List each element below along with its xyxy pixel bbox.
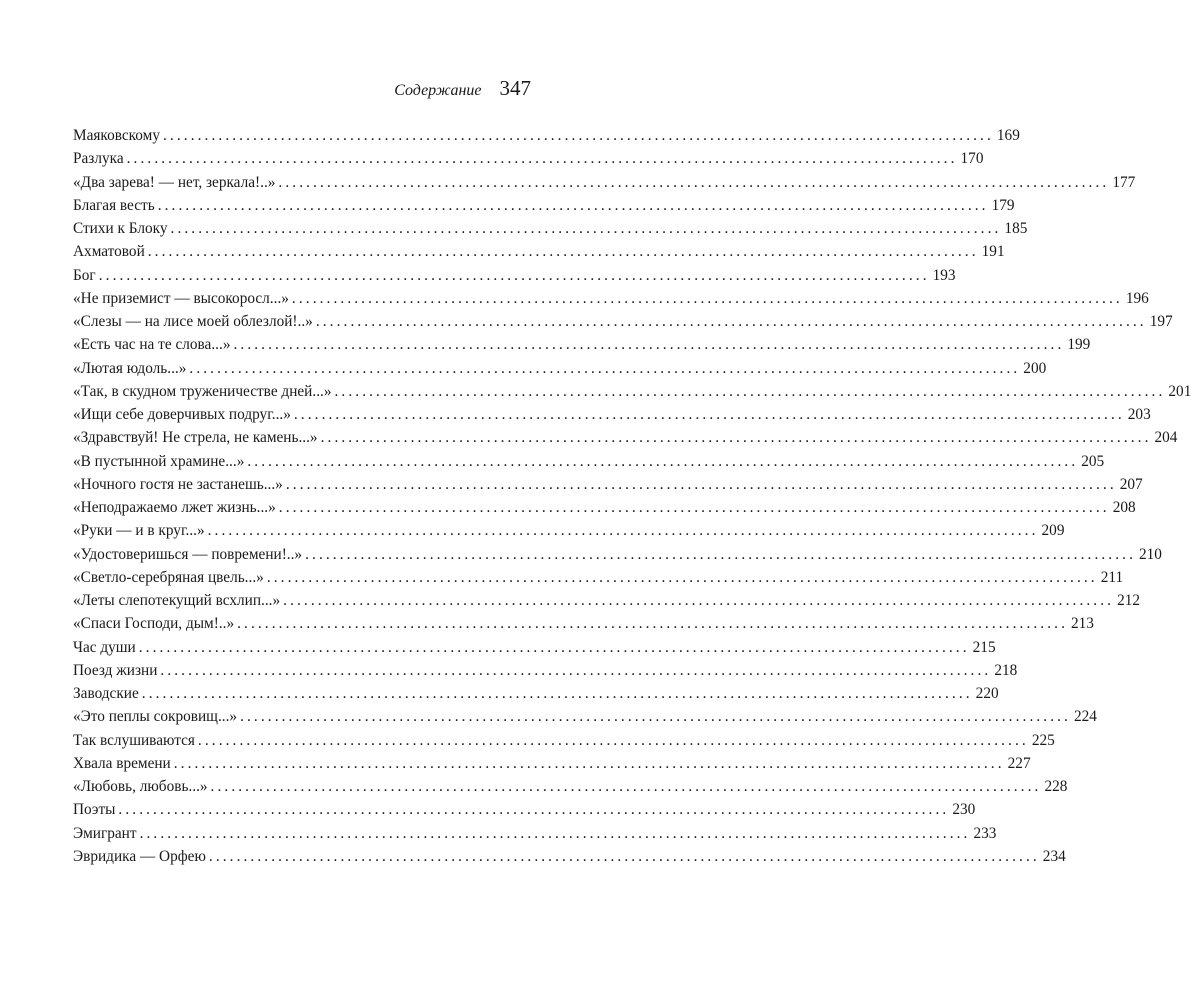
toc-entry-page: 196 (1125, 289, 1149, 307)
toc-entry-title: «Так, в скудном труженичестве дней...» (73, 382, 332, 400)
toc-entry[interactable] (73, 705, 1097, 728)
toc-entry-page: 230 (952, 801, 976, 819)
toc-entry[interactable] (73, 519, 1065, 542)
toc-entry-page: 200 (1023, 359, 1047, 377)
toc-entry-page: 210 (1139, 545, 1162, 563)
table-of-contents (73, 124, 1191, 868)
toc-entry[interactable] (73, 729, 1055, 752)
toc-entry-page: 205 (1081, 452, 1105, 470)
dot-leader: ........................................................................................................................ (126, 150, 958, 168)
toc-entry-title: «Ищи себе доверчивых подруг...» (73, 406, 291, 423)
dot-leader: ........................................................................................................................ (233, 336, 1065, 354)
toc-entry-title: Благая весть (73, 196, 155, 214)
toc-entry-title: «Леты слепотекущий всхлип...» (73, 592, 281, 609)
toc-entry-page: 207 (1119, 475, 1143, 493)
toc-entry-page: 203 (1127, 406, 1151, 423)
toc-entry-title: «Здравствуй! Не стрела, не камень...» (73, 429, 318, 447)
toc-entry[interactable] (73, 659, 1018, 682)
dot-leader: ........................................................................................................................ (118, 801, 950, 819)
dot-leader: ........................................................................................................................ (278, 173, 1110, 191)
toc-entry-page: 225 (1031, 731, 1055, 749)
dot-leader: ........................................................................................................................ (247, 452, 1079, 470)
toc-entry-title: «Лютая юдоль...» (73, 359, 187, 377)
dot-leader: ........................................................................................................................ (285, 475, 1117, 493)
toc-entry-page: 169 (996, 127, 1020, 144)
running-title: Содержание (394, 82, 482, 99)
toc-entry[interactable] (73, 589, 1141, 612)
toc-entry-title: «Два зарева! — нет, зеркала!..» (73, 173, 276, 191)
dot-leader: ........................................................................................................................ (283, 592, 1115, 609)
toc-entry-page: 212 (1117, 592, 1141, 609)
toc-entry-page: 227 (1007, 754, 1031, 772)
toc-entry-page: 185 (1004, 220, 1028, 237)
toc-entry-title: Заводские (73, 685, 139, 702)
toc-entry-title: Стихи к Блоку (73, 220, 168, 237)
toc-entry[interactable] (73, 682, 999, 705)
toc-entry-title: «Не приземист — высокоросл...» (73, 289, 289, 307)
toc-entry[interactable] (73, 333, 1091, 356)
toc-entry-page: 234 (1042, 847, 1066, 865)
toc-entry-title: «Светло-серебряная цвель...» (73, 568, 264, 586)
dot-leader: ........................................................................................................................ (157, 196, 989, 214)
toc-entry-title: Маяковскому (73, 127, 160, 144)
toc-entry[interactable] (73, 612, 1094, 635)
dot-leader: ........................................................................................................................ (266, 568, 1098, 586)
toc-entry[interactable] (73, 636, 996, 659)
dot-leader: ........................................................................................................................ (210, 778, 1042, 795)
toc-entry-title: Час души (73, 638, 136, 656)
toc-entry-page: 197 (1149, 313, 1173, 330)
toc-entry[interactable] (73, 171, 1136, 194)
toc-entry-page: 211 (1100, 568, 1124, 586)
toc-entry-title: «Слезы — на лисе моей облезлой!..» (73, 313, 313, 330)
toc-entry-title: Хвала времени (73, 754, 171, 772)
toc-entry[interactable] (73, 496, 1136, 519)
toc-entry[interactable] (73, 775, 1068, 798)
toc-entry-title: «Удостоверишься — повремени!..» (73, 545, 303, 563)
dot-leader: ........................................................................................................................ (197, 731, 1029, 749)
toc-entry-page: 208 (1112, 499, 1136, 516)
toc-entry-page: 215 (972, 638, 996, 656)
dot-leader: ........................................................................................................................ (315, 313, 1147, 330)
toc-entry[interactable] (73, 287, 1149, 310)
toc-entry-title: «Любовь, любовь...» (73, 778, 208, 795)
toc-entry-page: 177 (1112, 173, 1136, 191)
dot-leader: ........................................................................................................................ (334, 382, 1166, 400)
toc-entry-title: Разлука (73, 150, 124, 168)
toc-entry-title: Поэты (73, 801, 116, 819)
toc-entry-page: 201 (1168, 382, 1191, 400)
toc-entry-title: «Ночного гостя не застанешь...» (73, 475, 283, 493)
toc-entry-title: Эмигрант (73, 824, 137, 842)
toc-entry-title: Ахматовой (73, 243, 145, 261)
dot-leader: ........................................................................................................................ (98, 266, 930, 284)
toc-entry-title: «Это пеплы сокровищ...» (73, 708, 238, 726)
dot-leader: ........................................................................................................................ (160, 661, 992, 679)
dot-leader: ........................................................................................................................ (293, 406, 1125, 423)
toc-entry-title: Бог (73, 266, 96, 284)
toc-entry-title: «Спаси Господи, дым!..» (73, 615, 235, 633)
toc-entry-page: 191 (981, 243, 1005, 261)
toc-entry-page: 209 (1041, 522, 1065, 540)
dot-leader: ........................................................................................................................ (170, 220, 1002, 237)
dot-leader: ........................................................................................................................ (139, 824, 971, 842)
toc-entry-page: 218 (994, 661, 1018, 679)
toc-entry-title: «Есть час на те слова...» (73, 336, 231, 354)
toc-entry[interactable] (73, 380, 1191, 403)
toc-entry-title: «Неподражаемо лжет жизнь...» (73, 499, 276, 516)
toc-entry-page: 204 (1154, 429, 1178, 447)
toc-entry-page: 193 (932, 266, 956, 284)
toc-entry-page: 233 (973, 824, 997, 842)
toc-entry[interactable] (73, 752, 1031, 775)
toc-entry-title: «Руки — и в круг...» (73, 522, 205, 540)
toc-entry[interactable] (73, 217, 1028, 240)
dot-leader: ........................................................................................................................ (278, 499, 1110, 516)
toc-entry[interactable] (73, 147, 984, 170)
dot-leader: ........................................................................................................................ (305, 545, 1136, 563)
dot-leader: ........................................................................................................................ (147, 243, 979, 261)
toc-entry-page: 179 (991, 196, 1015, 214)
toc-entry[interactable] (73, 822, 997, 845)
toc-entry[interactable] (73, 450, 1105, 473)
toc-entry[interactable] (73, 473, 1143, 496)
toc-entry[interactable] (73, 124, 1020, 147)
running-header (394, 76, 531, 101)
toc-entry[interactable] (73, 403, 1151, 426)
dot-leader: ........................................................................................................................ (189, 359, 1021, 377)
toc-entry-page: 224 (1073, 708, 1097, 726)
toc-entry-title: Поезд жизни (73, 661, 158, 679)
toc-entry[interactable] (73, 264, 956, 287)
dot-leader: ........................................................................................................................ (320, 429, 1152, 447)
toc-entry[interactable] (73, 543, 1162, 566)
toc-entry[interactable] (73, 798, 976, 821)
toc-entry[interactable] (73, 194, 1015, 217)
dot-leader: ........................................................................................................................ (141, 685, 973, 702)
toc-entry[interactable] (73, 240, 1005, 263)
dot-leader: ........................................................................................................................ (291, 289, 1123, 307)
dot-leader: ........................................................................................................................ (173, 754, 1005, 772)
toc-entry[interactable] (73, 357, 1047, 380)
dot-leader: ........................................................................................................................ (207, 522, 1039, 540)
toc-entry[interactable] (73, 845, 1066, 868)
toc-entry-page: 213 (1071, 615, 1094, 633)
toc-entry-page: 228 (1044, 778, 1068, 795)
toc-entry[interactable] (73, 310, 1173, 333)
dot-leader: ........................................................................................................................ (240, 708, 1071, 726)
page-number: 347 (499, 76, 531, 100)
toc-entry[interactable] (73, 426, 1178, 449)
dot-leader: ........................................................................................................................ (237, 615, 1068, 633)
toc-entry-title: Эвридика — Орфею (73, 847, 206, 865)
toc-entry-page: 170 (960, 150, 984, 168)
dot-leader: ........................................................................................................................ (208, 847, 1040, 865)
toc-entry[interactable] (73, 566, 1124, 589)
toc-entry-page: 220 (975, 685, 999, 702)
dot-leader: ........................................................................................................................ (138, 638, 970, 656)
toc-entry-title: Так вслушиваются (73, 731, 195, 749)
toc-entry-title: «В пустынной храмине...» (73, 452, 245, 470)
toc-entry-page: 199 (1067, 336, 1091, 354)
dot-leader: ........................................................................................................................ (163, 127, 994, 144)
